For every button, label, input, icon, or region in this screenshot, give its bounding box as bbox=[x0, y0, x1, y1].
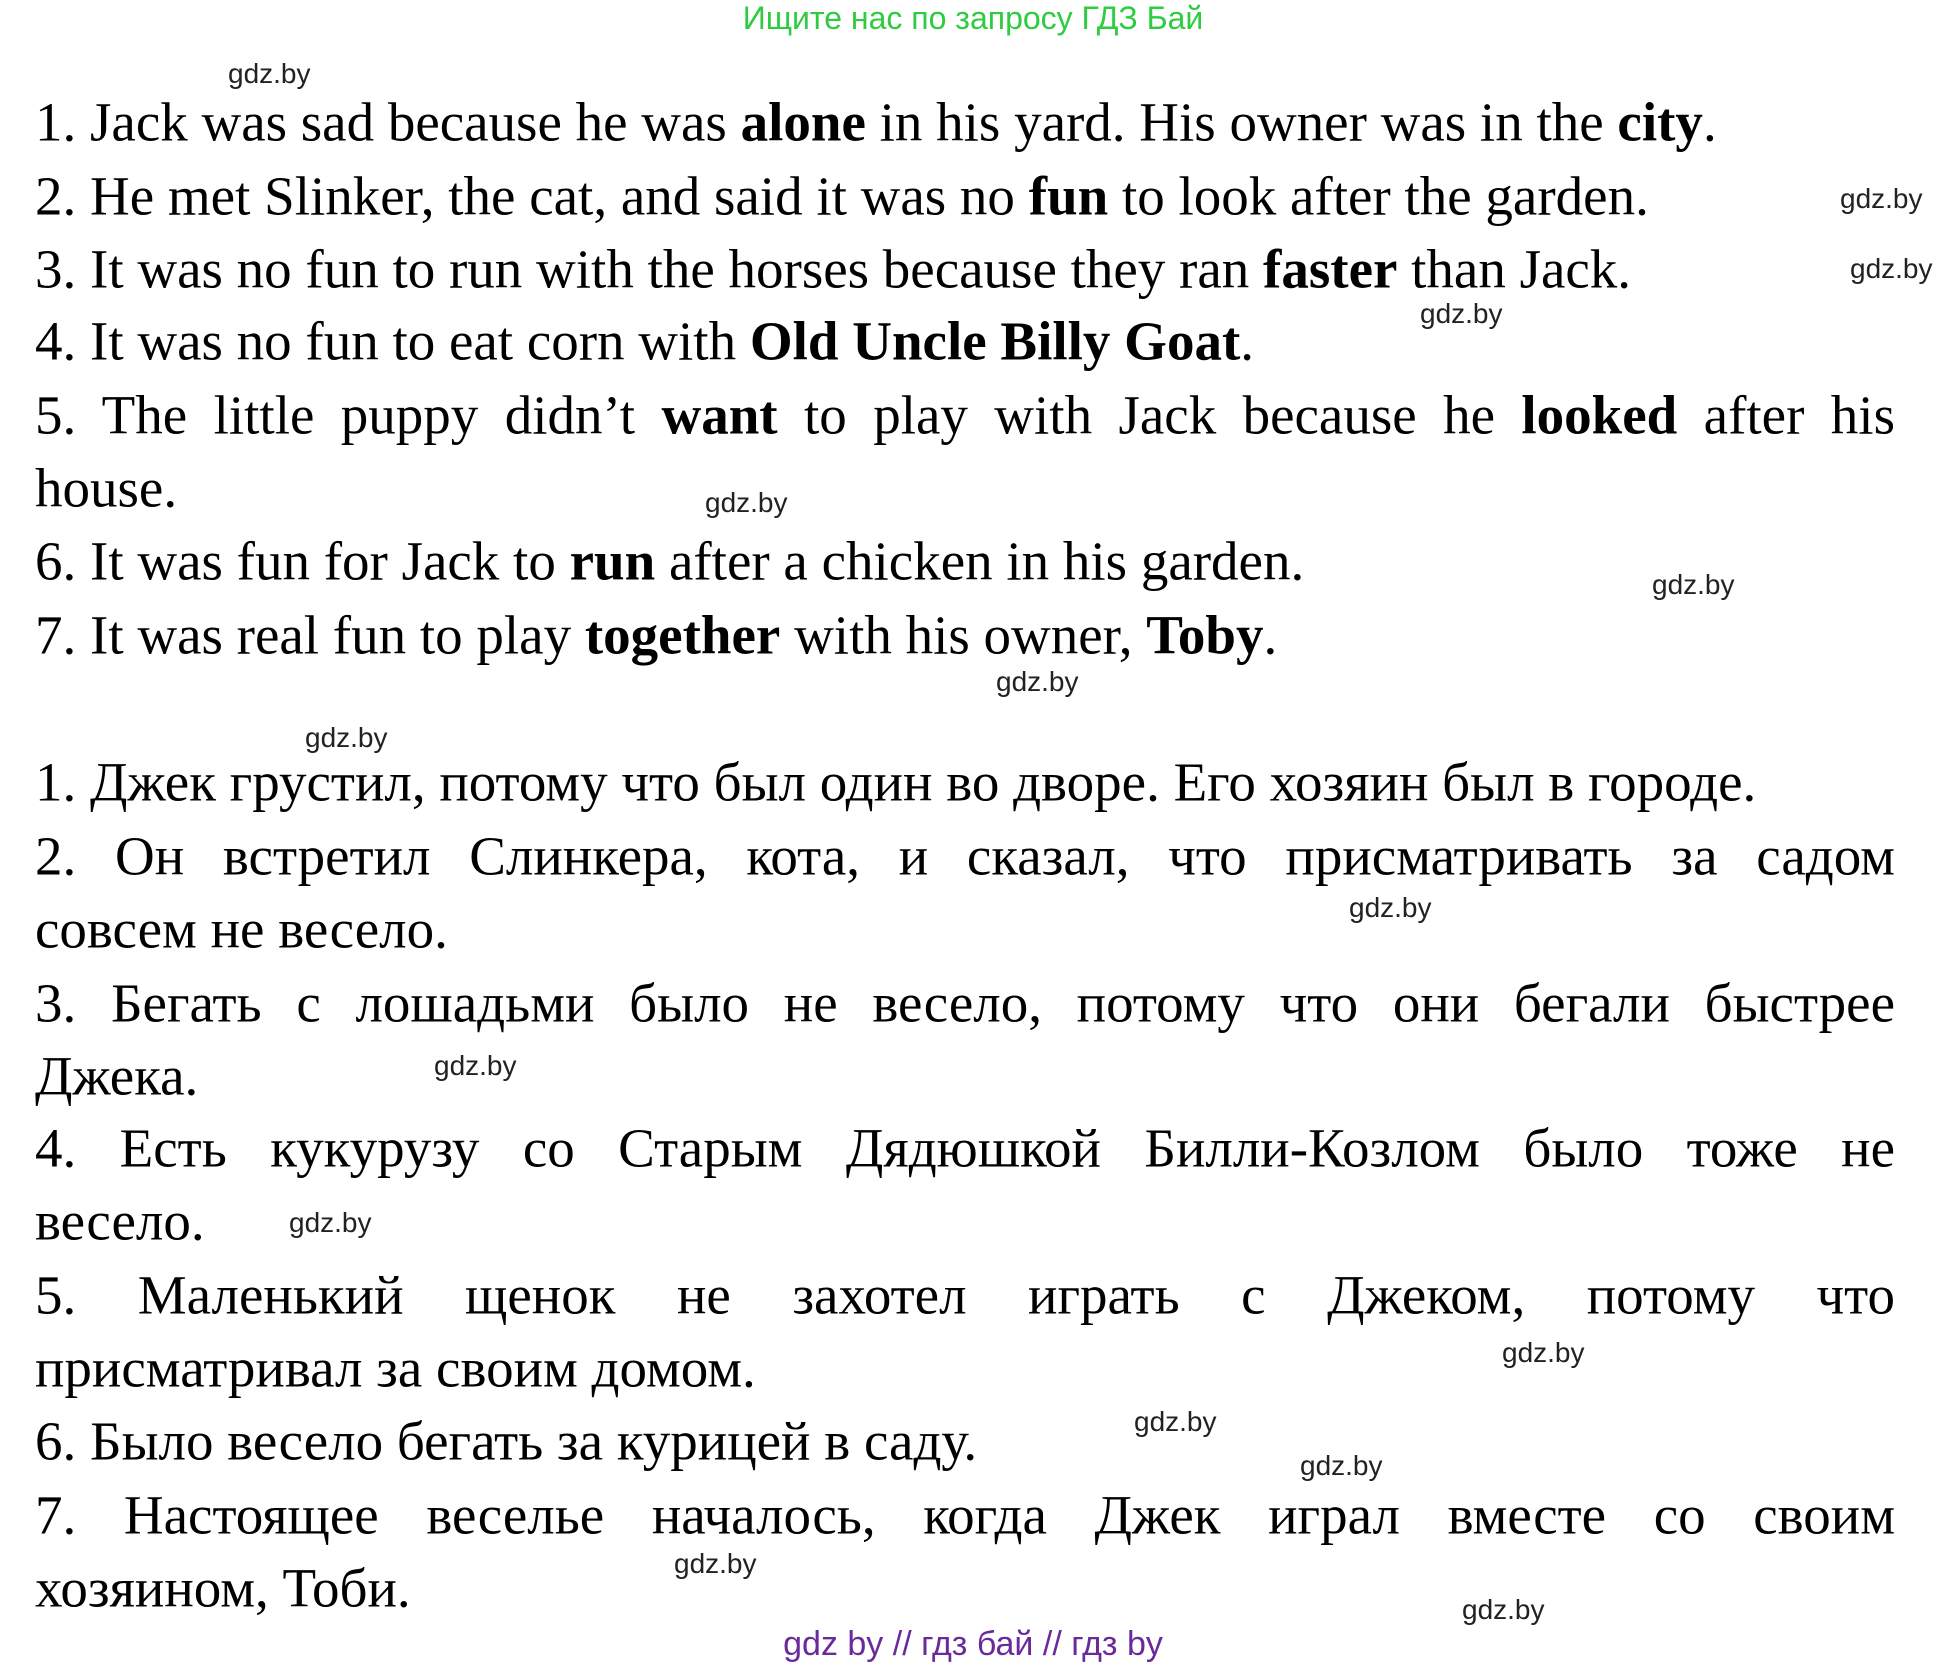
watermark: gdz.by bbox=[1652, 569, 1735, 600]
text-segment: весело. bbox=[35, 1190, 205, 1252]
russian-line bbox=[35, 972, 1895, 1034]
bold-answer-word: looked bbox=[1521, 384, 1678, 446]
watermark: gdz.by bbox=[1462, 1594, 1545, 1625]
text-segment: with his owner, bbox=[780, 604, 1147, 666]
watermark: gdz.by bbox=[434, 1050, 517, 1081]
english-line bbox=[35, 91, 1717, 153]
english-line bbox=[35, 310, 1255, 372]
watermark: gdz.by bbox=[305, 722, 388, 753]
text-segment: 3. It was no fun to run with the horses because they ran bbox=[35, 238, 1264, 300]
text-segment: присматривал за своим домом. bbox=[35, 1337, 756, 1399]
english-line bbox=[35, 384, 1895, 446]
watermark: gdz.by bbox=[705, 487, 788, 518]
russian-line bbox=[35, 1337, 756, 1399]
text-segment: than Jack. bbox=[1397, 238, 1632, 300]
text-segment: to play with Jack because he bbox=[777, 384, 1522, 446]
watermark: gdz.by bbox=[674, 1548, 757, 1579]
text-segment: 7. It was real fun to play bbox=[35, 604, 585, 666]
watermark: gdz.by bbox=[289, 1207, 372, 1238]
footer-links[interactable]: gdz by // гдз бай // гдз by bbox=[783, 1625, 1163, 1663]
text-segment: совсем не весело. bbox=[35, 898, 448, 960]
english-line bbox=[35, 604, 1278, 666]
text-segment: . bbox=[1702, 91, 1717, 153]
text-segment: after a chicken in his garden. bbox=[655, 530, 1305, 592]
bold-answer-word: alone bbox=[740, 91, 866, 153]
russian-line bbox=[35, 825, 1895, 887]
russian-line bbox=[35, 751, 1757, 813]
text-segment: Джека. bbox=[35, 1045, 199, 1107]
english-line bbox=[35, 457, 178, 519]
watermark: gdz.by bbox=[1850, 253, 1933, 284]
watermark: gdz.by bbox=[1134, 1406, 1217, 1437]
text-segment: 6. Было весело бегать за курицей в саду. bbox=[35, 1410, 978, 1472]
bold-answer-word: city bbox=[1617, 91, 1703, 153]
bold-answer-word: run bbox=[569, 530, 656, 592]
watermark: gdz.by bbox=[1502, 1337, 1585, 1368]
bold-answer-word: fun bbox=[1028, 165, 1109, 227]
text-segment: 4. It was no fun to eat corn with bbox=[35, 310, 750, 372]
text-segment: . bbox=[1263, 604, 1278, 666]
text-segment: house. bbox=[35, 457, 178, 519]
text-segment: 4. Есть кукурузу со Старым Дядюшкой Билли-Козлом было тоже не bbox=[35, 1117, 1895, 1179]
watermark: gdz.by bbox=[228, 58, 311, 89]
watermark: gdz.by bbox=[1420, 298, 1503, 329]
bold-answer-word: want bbox=[661, 384, 778, 446]
russian-line bbox=[35, 898, 448, 960]
watermark: gdz.by bbox=[1300, 1450, 1383, 1481]
russian-line bbox=[35, 1557, 411, 1619]
text-segment: 3. Бегать с лошадьми было не весело, потому что они бегали быстрее bbox=[35, 972, 1895, 1034]
russian-line bbox=[35, 1190, 205, 1252]
text-segment: 5. The little puppy didn’t bbox=[35, 384, 662, 446]
russian-line bbox=[35, 1045, 199, 1107]
watermark: gdz.by bbox=[1349, 892, 1432, 923]
text-segment: 2. Он встретил Слинкера, кота, и сказал, что присматривать за садом bbox=[35, 825, 1895, 887]
text-segment: in his yard. His owner was in the bbox=[865, 91, 1618, 153]
text-segment: after his bbox=[1677, 384, 1895, 446]
bold-answer-word: together bbox=[584, 604, 781, 666]
text-segment: . bbox=[1240, 310, 1255, 372]
russian-line bbox=[35, 1264, 1895, 1326]
text-segment: 7. Настоящее веселье началось, когда Джек играл вместе со своим bbox=[35, 1484, 1895, 1546]
watermark: gdz.by bbox=[996, 666, 1079, 697]
russian-line bbox=[35, 1410, 978, 1472]
russian-line bbox=[35, 1117, 1895, 1179]
search-hint-banner: Ищите нас по запросу ГДЗ Бай bbox=[742, 0, 1204, 36]
text-segment: to look after the garden. bbox=[1108, 165, 1649, 227]
text-segment: 2. He met Slinker, the cat, and said it was no bbox=[35, 165, 1029, 227]
text-segment: 1. Jack was sad because he was bbox=[35, 91, 741, 153]
russian-line bbox=[35, 1484, 1895, 1546]
text-segment: 6. It was fun for Jack to bbox=[35, 530, 570, 592]
english-line bbox=[35, 165, 1649, 227]
english-line bbox=[35, 530, 1305, 592]
watermark: gdz.by bbox=[1840, 183, 1923, 214]
bold-answer-word: faster bbox=[1263, 238, 1398, 300]
bold-answer-word: Old Uncle Billy Goat bbox=[749, 310, 1241, 372]
english-line bbox=[35, 238, 1632, 300]
text-segment: 5. Маленький щенок не захотел играть с Джеком, потому что bbox=[35, 1264, 1895, 1326]
bold-answer-word: Toby bbox=[1146, 604, 1264, 666]
text-segment: 1. Джек грустил, потому что был один во дворе. Его хозяин был в городе. bbox=[35, 751, 1757, 813]
text-segment: хозяином, Тоби. bbox=[35, 1557, 411, 1619]
